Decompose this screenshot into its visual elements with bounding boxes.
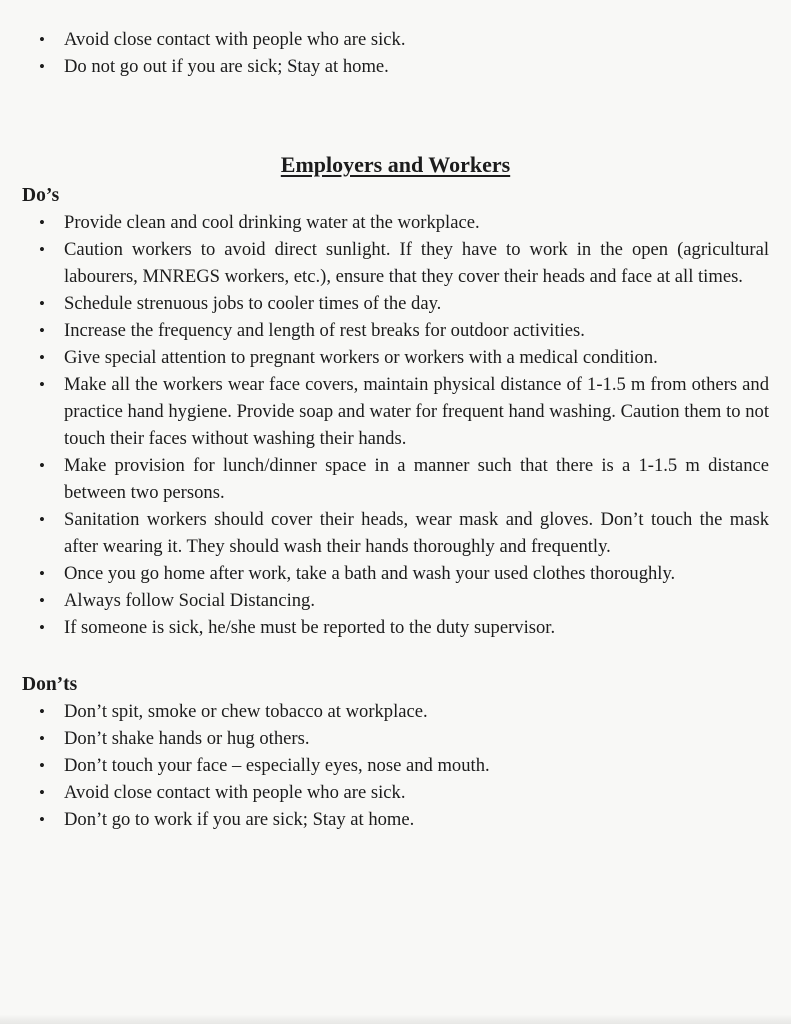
bullet-icon: •	[39, 591, 45, 610]
list-item	[22, 290, 769, 317]
bullet-icon: •	[39, 810, 45, 829]
list-item-text: Make provision for lunch/dinner space in a manner such that there is a 1-1.5 m distance between two persons.	[64, 455, 769, 503]
bullet-icon: •	[39, 321, 45, 340]
list-item	[22, 236, 769, 290]
list-item	[22, 344, 769, 371]
list-item-text: Don’t shake hands or hug others.	[64, 728, 310, 749]
bullet-icon: •	[39, 729, 45, 748]
bullet-icon: •	[39, 702, 45, 721]
list-item	[22, 587, 769, 614]
page-title	[22, 150, 769, 180]
bullet-icon: •	[39, 30, 45, 49]
list-item	[22, 779, 769, 806]
donts-heading: Don’ts	[22, 674, 78, 695]
list-item-text: Give special attention to pregnant workers or workers with a medical condition.	[64, 347, 658, 368]
bullet-icon: •	[39, 618, 45, 637]
list-item	[22, 452, 769, 506]
list-item-text: If someone is sick, he/she must be reported to the duty supervisor.	[64, 617, 556, 638]
bullet-icon: •	[39, 348, 45, 367]
bullet-icon: •	[39, 240, 45, 259]
bullet-icon: •	[39, 213, 45, 232]
list-item-text: Don’t go to work if you are sick; Stay at home.	[64, 809, 415, 830]
list-item-text: Avoid close contact with people who are sick.	[64, 782, 406, 803]
list-item-text: Don’t touch your face – especially eyes, nose and mouth.	[64, 755, 490, 776]
bullet-icon: •	[39, 375, 45, 394]
list-item	[22, 506, 769, 560]
intro-bullet-list	[22, 26, 769, 80]
list-item	[22, 725, 769, 752]
list-item-text: Schedule strenuous jobs to cooler times of the day.	[64, 293, 442, 314]
list-item	[22, 806, 769, 833]
page-title-text: Employers and Workers	[280, 152, 511, 177]
bullet-icon: •	[39, 57, 45, 76]
list-item-text: Caution workers to avoid direct sunlight. If they have to work in the open (agricultural labourers, MNREGS workers, etc.), ensure that they cover their heads and face at all times.	[64, 239, 769, 287]
bullet-icon: •	[39, 564, 45, 583]
list-item-text: Don’t spit, smoke or chew tobacco at workplace.	[64, 701, 428, 722]
list-item	[22, 371, 769, 452]
list-item	[22, 560, 769, 587]
list-item-text: Avoid close contact with people who are sick.	[64, 29, 406, 50]
list-item-text: Once you go home after work, take a bath and wash your used clothes thoroughly.	[64, 563, 676, 584]
bullet-icon: •	[39, 294, 45, 313]
bullet-icon: •	[39, 756, 45, 775]
list-item	[22, 26, 769, 53]
bullet-icon: •	[39, 456, 45, 475]
list-item	[22, 317, 769, 344]
list-item-text: Increase the frequency and length of rest breaks for outdoor activities.	[64, 320, 585, 341]
dos-heading: Do’s	[22, 185, 60, 206]
list-item-text: Make all the workers wear face covers, maintain physical distance of 1-1.5 m from others and practice hand hygiene. Provide soap and water for frequent hand washing. Caution them to not touch their faces without washing their hands.	[64, 374, 769, 449]
bullet-icon: •	[39, 783, 45, 802]
list-item	[22, 698, 769, 725]
bullet-icon: •	[39, 510, 45, 529]
list-item	[22, 209, 769, 236]
list-item	[22, 752, 769, 779]
list-item-text: Always follow Social Distancing.	[64, 590, 315, 611]
list-item	[22, 53, 769, 80]
list-item-text: Sanitation workers should cover their heads, wear mask and gloves. Don’t touch the mask after wearing it. They should wash their hands thoroughly and frequently.	[64, 509, 769, 557]
list-item-text: Provide clean and cool drinking water at the workplace.	[64, 212, 480, 233]
list-item	[22, 614, 769, 641]
list-item-text: Do not go out if you are sick; Stay at home.	[64, 56, 389, 77]
dos-bullet-list	[22, 209, 769, 641]
donts-bullet-list	[22, 698, 769, 833]
